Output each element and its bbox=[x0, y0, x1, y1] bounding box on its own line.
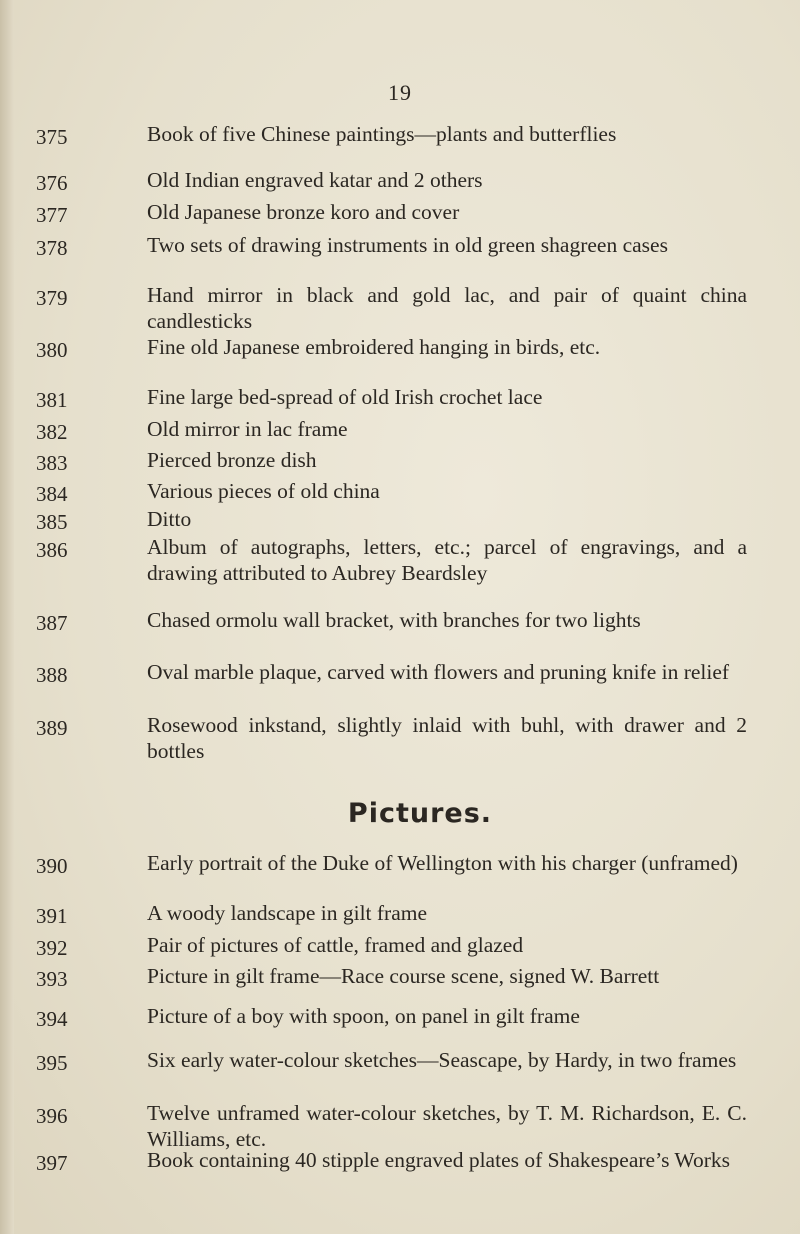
lot-description: Picture in gilt frame—Race course scene, signed W. Barrett bbox=[147, 963, 660, 988]
section-heading: Pictures. bbox=[347, 797, 493, 829]
lot-description: Early portrait of the Duke of Wellington with his charger (unframed) bbox=[147, 851, 738, 876]
page-number: 19 bbox=[388, 80, 412, 105]
lot-description: Book containing 40 stipple engraved plates of Shakespeare’s Works bbox=[147, 1147, 731, 1172]
lot-description: Picture of a boy with spoon, on panel in gilt frame bbox=[147, 1004, 580, 1029]
lot-number: 396 bbox=[36, 1103, 68, 1128]
lot-number: 392 bbox=[36, 936, 68, 961]
lot-description: Hand mirror in black and gold lac, and pair of quaint china candlesticks bbox=[147, 282, 747, 333]
lot-description: Various pieces of old china bbox=[147, 478, 380, 503]
lot-number: 383 bbox=[36, 451, 68, 476]
lot-description: Pierced bronze dish bbox=[147, 448, 317, 473]
lot-number: 390 bbox=[36, 854, 68, 879]
lot-description: A woody landscape in gilt frame bbox=[147, 901, 428, 926]
lot-number: 379 bbox=[36, 285, 68, 310]
lot-number: 385 bbox=[36, 510, 68, 535]
lot-number: 378 bbox=[36, 235, 68, 260]
lot-description: Old Indian engraved katar and 2 others bbox=[147, 167, 483, 192]
lot-description: Old mirror in lac frame bbox=[147, 416, 348, 441]
lot-description: Album of autographs, letters, etc.; parcel of engravings, and a drawing attributed to Aubrey Beardsley bbox=[147, 535, 747, 586]
lot-description: Two sets of drawing instruments in old green shagreen cases bbox=[147, 232, 668, 257]
lot-description: Book of five Chinese paintings—plants and butterflies bbox=[147, 122, 617, 147]
lot-number: 389 bbox=[36, 715, 68, 740]
lot-number: 381 bbox=[36, 387, 68, 412]
lot-number: 384 bbox=[36, 481, 68, 506]
lot-description: Old Japanese bronze koro and cover bbox=[147, 199, 460, 224]
lot-description: Rosewood inkstand, slightly inlaid with buhl, with drawer and 2 bottles bbox=[147, 712, 747, 763]
lot-number: 376 bbox=[36, 170, 68, 195]
lot-number: 375 bbox=[36, 125, 68, 150]
lot-description: Fine old Japanese embroidered hanging in birds, etc. bbox=[147, 335, 601, 360]
lot-number: 388 bbox=[36, 663, 68, 688]
lot-number: 391 bbox=[36, 904, 68, 929]
lot-number: 393 bbox=[36, 966, 68, 991]
lot-description: Ditto bbox=[147, 507, 192, 532]
lot-number: 397 bbox=[36, 1150, 68, 1175]
lot-description: Oval marble plaque, carved with flowers and pruning knife in relief bbox=[147, 660, 730, 685]
page-edge bbox=[0, 0, 14, 1234]
lot-description: Twelve unframed water-colour sketches, by T. M. Richardson, E. C. Williams, etc. bbox=[147, 1100, 747, 1151]
lot-description: Fine large bed-spread of old Irish crochet lace bbox=[147, 384, 543, 409]
lot-description: Pair of pictures of cattle, framed and glazed bbox=[147, 933, 524, 958]
lot-number: 386 bbox=[36, 538, 68, 563]
lot-number: 394 bbox=[36, 1007, 68, 1032]
lot-number: 382 bbox=[36, 419, 68, 444]
lot-description: Six early water-colour sketches—Seascape, by Hardy, in two frames bbox=[147, 1048, 737, 1073]
lot-number: 387 bbox=[36, 610, 68, 635]
lot-description: Chased ormolu wall bracket, with branches for two lights bbox=[147, 607, 641, 632]
lot-number: 377 bbox=[36, 202, 68, 227]
lot-number: 380 bbox=[36, 338, 68, 363]
lot-number: 395 bbox=[36, 1051, 68, 1076]
